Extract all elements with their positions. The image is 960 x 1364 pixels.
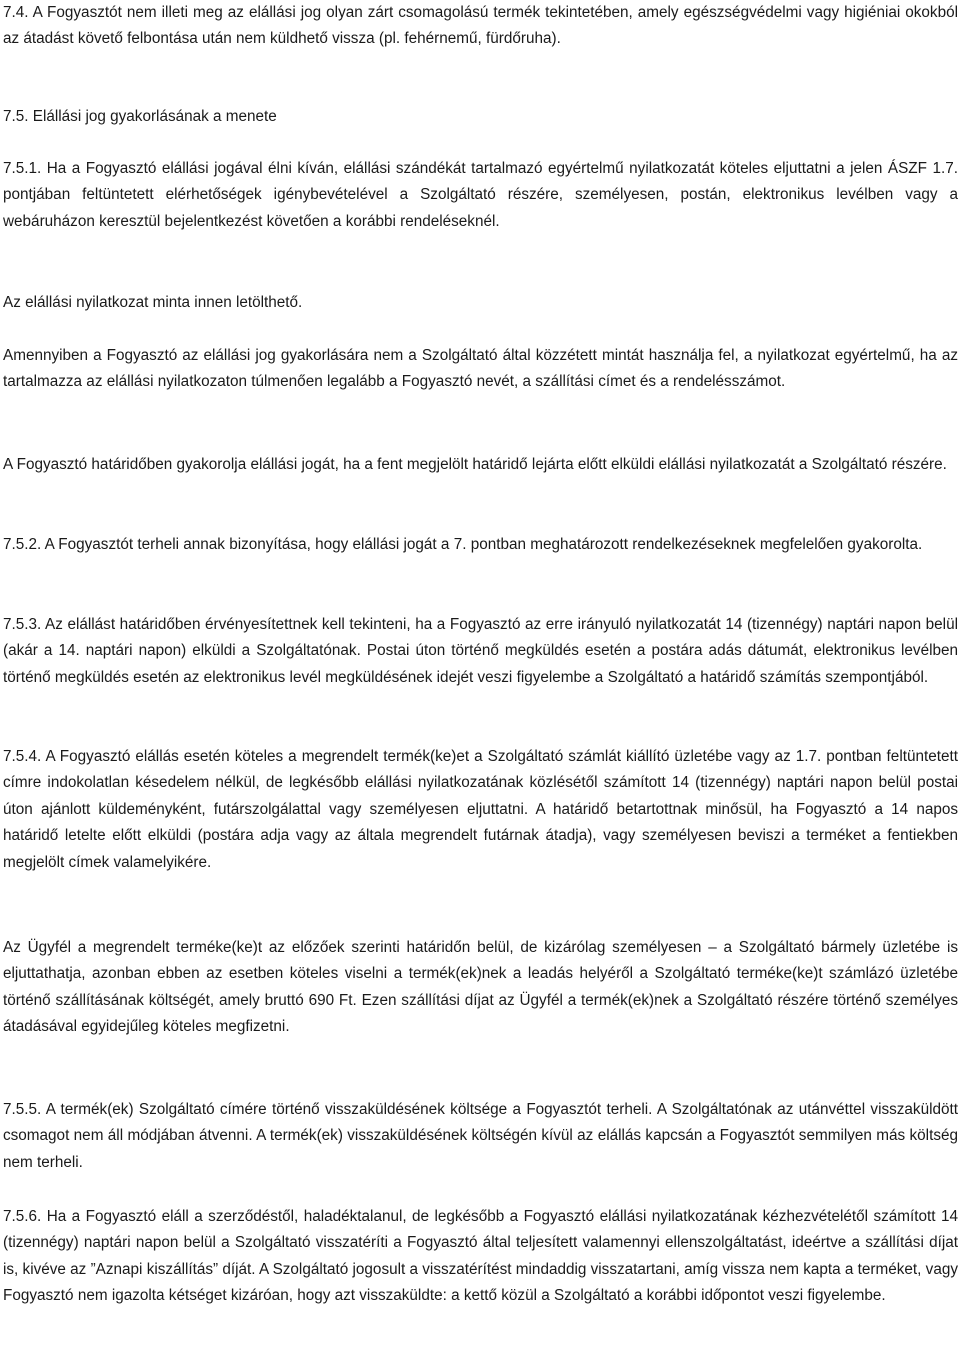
paragraph-7-5-5: 7.5.5. A termék(ek) Szolgáltató címére történő visszaküldésének költsége a Fogyasztót terheli. A Szolgáltatónak az utánvéttel visszaküldött csomagot nem áll módjában átvenni. A termék(ek) visszaküldésének költségén kívül az elállás kapcsán a Fogyasztót semmilyen más költség nem terheli. — [3, 1101, 958, 1171]
paragraph-7-5-6: 7.5.6. Ha a Fogyasztó eláll a szerződéstől, haladéktalanul, de legkésőbb a Fogyasztó elállási nyilatkozatának kézhezvételétől számított 14 (tizennégy) naptári napon belül a Szolgáltató visszatéríti a Fogyasztó által teljesített valamennyi ellenszolgáltatást, ideértve a szállítási díjat is, kivéve az ”Aznapi kiszállítás” díját. A Szolgáltató jogosult a visszatérítést mindaddig visszatartani, amíg vissza nem kapta a terméket, vagy Fogyasztó nem igazolta kétséget kizáróan, hogy azt visszaküldte: a kettő közül a Szolgáltató a korábbi időpontot veszi figyelembe. — [3, 1208, 958, 1305]
paragraph-7-5-3: 7.5.3. Az elállást határidőben érvényesítettnek kell tekinteni, ha a Fogyasztó az erre irányuló nyilatkozatát 14 (tizennégy) naptári napon belül (akár a 14. naptári napon) elküldi a Szolgáltatónak. Postai úton történő megküldés esetén a postára adás dátumát, elektronikus levélben történő megküldés esetén az elektronikus levél megküldésének idejét veszi figyelembe a Szolgáltató a határidő számítás szempontjából. — [3, 616, 958, 686]
paragraph-deadline: A Fogyasztó határidőben gyakorolja elállási jogát, ha a fent megjelölt határidő lejárta előtt elküldi elállási nyilatkozatát a Szolgáltató részére. — [3, 456, 947, 473]
paragraph-customer-return: Az Ügyfél a megrendelt terméke(ke)t az előzőek szerinti határidőn belül, de kizárólag személyesen – a Szolgáltató bármely üzletébe is eljuttathatja, azonban ebben az esetben köteles viselni a termék(ek)nek a leadás helyéről a Szolgáltató terméke(ke)t számlázó üzletébe történő szállításának költségét, amely bruttó 690 Ft. Ezen szállítási díjat az Ügyfél a termék(ek)nek a Szolgáltató részére történő személyes átadásával egyidejűleg köteles megfizetni. — [3, 939, 958, 1036]
paragraph-7-5-1: 7.5.1. Ha a Fogyasztó elállási jogával élni kíván, elállási szándékát tartalmazó egyértelmű nyilatkozatát köteles eljuttatni a jelen ÁSZF 1.7. pontjában feltüntetett elérhetőségek igénybevételével a Szolgáltató részére, személyesen, postán, elektronikus levélben vagy a webáruházon keresztül bejelentkezést követően a korábbi rendeléseknél. — [3, 160, 958, 230]
paragraph-template-note: Amennyiben a Fogyasztó az elállási jog gyakorlására nem a Szolgáltató által közzétett mintát használja fel, a nyilatkozat egyértelmű, ha az tartalmazza az elállási nyilatkozaton túlmenően legalább a Fogyasztó nevét, a szállítási címet és a rendelésszámot. — [3, 347, 958, 391]
download-note: Az elállási nyilatkozat minta innen letölthető. — [3, 294, 303, 311]
heading-7-5: 7.5. Elállási jog gyakorlásának a menete — [3, 108, 277, 125]
paragraph-7-4: 7.4. A Fogyasztót nem illeti meg az elállási jog olyan zárt csomagolású termék tekintetében, amely egészségvédelmi vagy higiéniai okokból az átadást követő felbontása után nem küldhető vissza (pl. fehérnemű, fürdőruha). — [3, 4, 958, 48]
paragraph-7-5-2: 7.5.2. A Fogyasztót terheli annak bizonyítása, hogy elállási jogát a 7. pontban meghatározott rendelkezéseknek megfelelően gyakorolta. — [3, 536, 923, 553]
paragraph-7-5-4: 7.5.4. A Fogyasztó elállás esetén köteles a megrendelt termék(ke)et a Szolgáltató számlát kiállító üzletébe vagy az 1.7. pontban feltüntetett címre indokolatlan késedelem nélkül, de legkésőbb elállási nyilatkozatának közlésétől számított 14 (tizennégy) naptári napon belül postai úton ajánlott küldeményként, futárszolgálattal vagy személyesen eljuttatni. A határidő betartottnak minősül, ha Fogyasztó a 14 napos határidő letelte előtt elküldi (postára adja vagy az általa megrendelt futárnak átadja), vagy személyesen beviszi a terméket a fentiekben megjelölt címek valamelyikére. — [3, 748, 958, 871]
